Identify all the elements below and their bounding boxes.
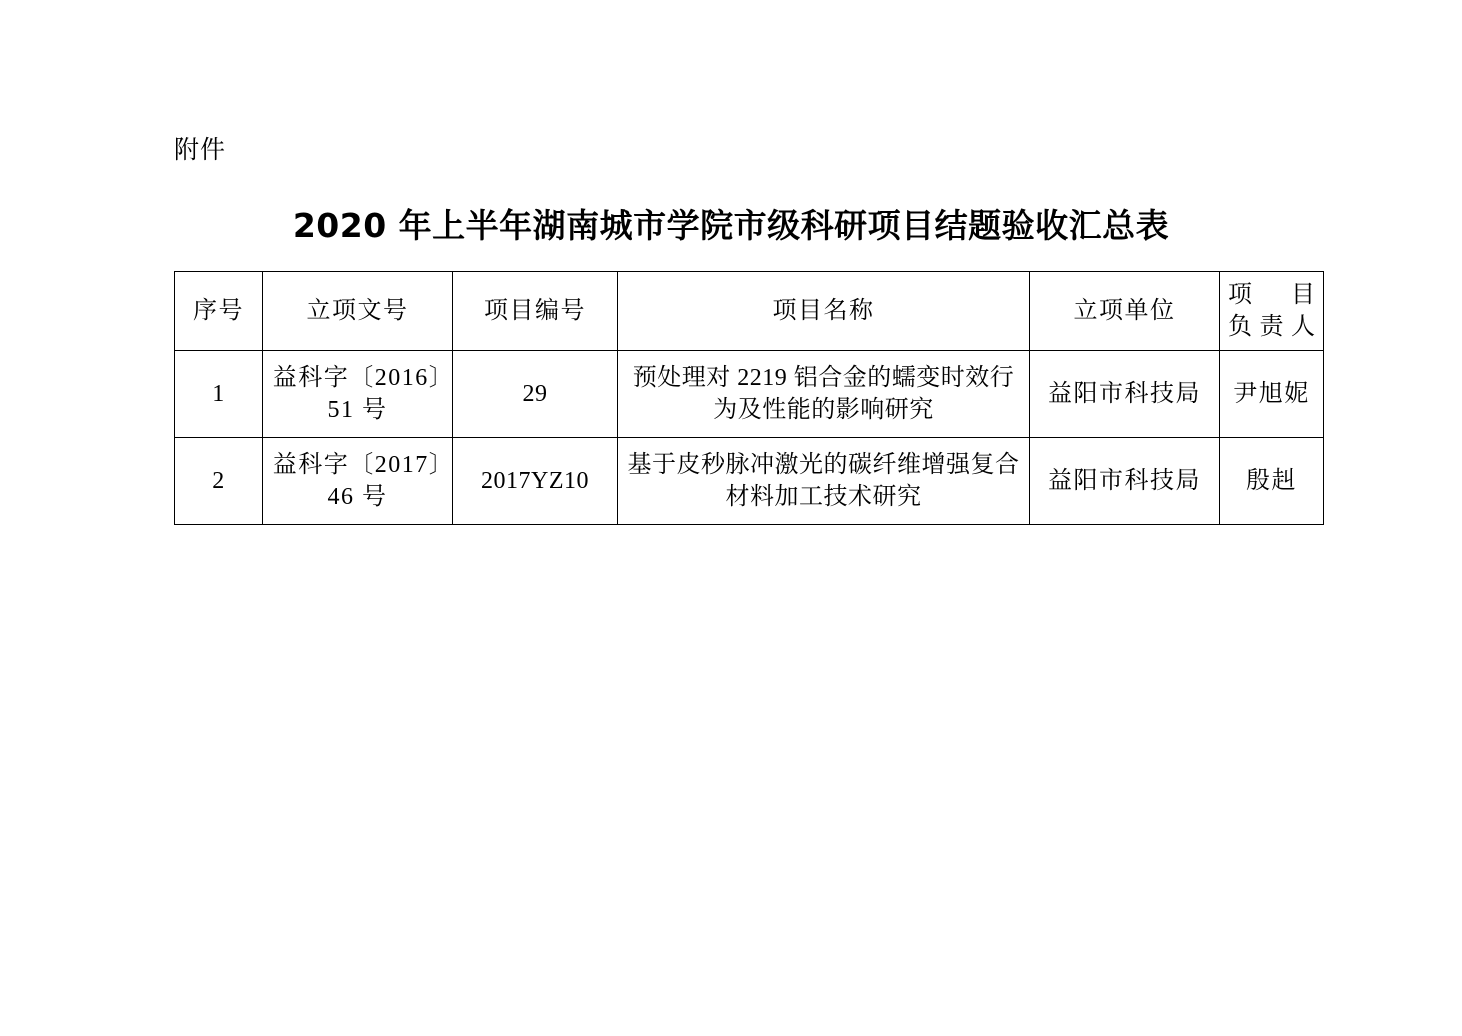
column-header-project-name: 项目名称 [618,272,1030,351]
table-row [175,351,1324,438]
column-header-seq: 序号 [175,272,263,351]
column-header-unit: 立项单位 [1030,272,1220,351]
table-body [175,351,1324,525]
cell-project-name: 基于皮秒脉冲激光的碳纤维增强复合材料加工技术研究 [618,438,1030,525]
table-header-row [175,272,1324,351]
cell-doc-no: 益科字〔2016〕51 号 [263,351,453,438]
cell-leader: 尹旭妮 [1220,351,1324,438]
cell-leader: 殷赳 [1220,438,1324,525]
table-row [175,438,1324,525]
cell-seq: 2 [175,438,263,525]
summary-table-container [174,271,1315,525]
cell-doc-no: 益科字〔2017〕46 号 [263,438,453,525]
column-header-leader [1220,272,1324,351]
cell-unit: 益阳市科技局 [1030,438,1220,525]
page-title: 2020 年上半年湖南城市学院市级科研项目结题验收汇总表 [292,206,1170,245]
column-header-project-no: 项目编号 [453,272,618,351]
attachment-label: 附件 [174,135,227,164]
cell-seq: 1 [175,351,263,438]
column-header-leader-line1: 项 目 [1228,281,1315,308]
cell-unit: 益阳市科技局 [1030,351,1220,438]
cell-project-name: 预处理对 2219 铝合金的蠕变时效行为及性能的影响研究 [618,351,1030,438]
column-header-leader-line2: 负责人 [1228,314,1315,340]
cell-project-no: 29 [453,351,618,438]
project-summary-table [174,271,1324,525]
column-header-doc-no: 立项文号 [263,272,453,351]
cell-project-no: 2017YZ10 [453,438,618,525]
